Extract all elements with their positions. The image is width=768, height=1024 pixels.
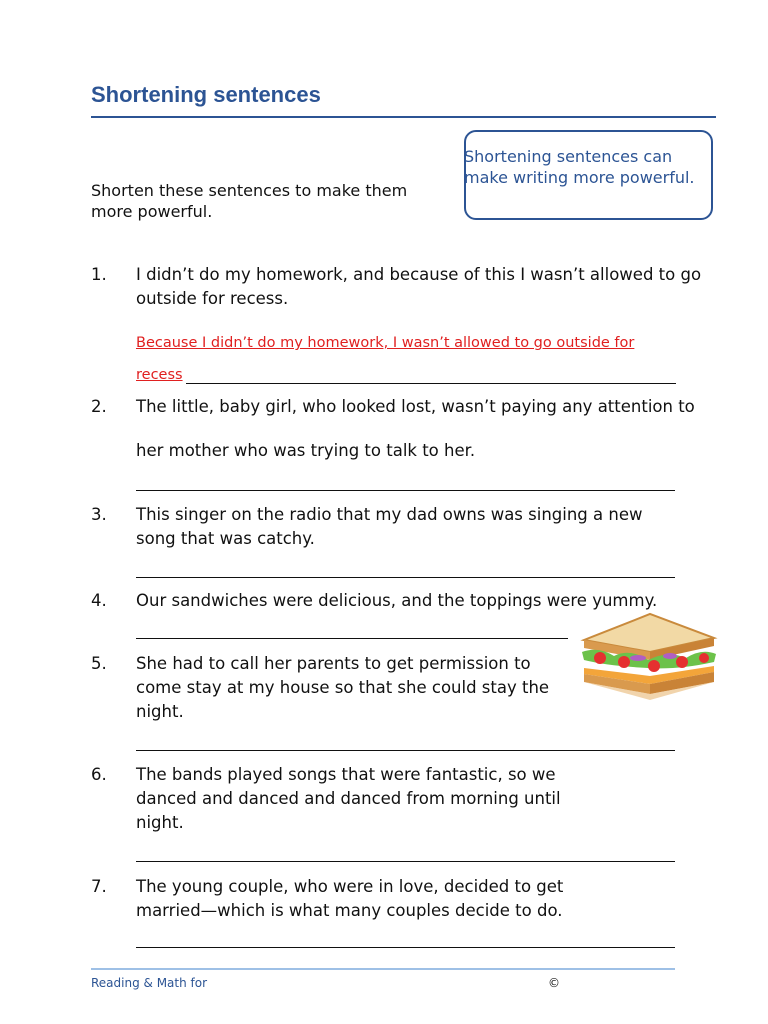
question-2-text-line2: her mother who was trying to talk to her.	[136, 441, 476, 460]
question-6-number: 6.	[91, 765, 107, 784]
answer-line-7[interactable]	[136, 947, 675, 948]
instructions: Shorten these sentences to make them more powerful.	[91, 181, 408, 221]
footer-copyright: ©	[548, 976, 560, 990]
footer-divider	[91, 968, 675, 970]
answer-line-6[interactable]	[136, 861, 675, 862]
question-6-text: The bands played songs that were fantastic, so we danced and danced and danced from morning until night.	[136, 765, 561, 832]
question-5-text: She had to call her parents to get permission to come stay at my house so that she could stay the night.	[136, 654, 550, 721]
answer-line-5[interactable]	[136, 750, 675, 751]
answer-line-4[interactable]	[136, 638, 568, 639]
page-title: Shortening sentences	[91, 82, 321, 107]
question-4-text: Our sandwiches were delicious, and the toppings were yummy.	[136, 591, 658, 610]
question-7-number: 7.	[91, 877, 107, 896]
answer-line-3[interactable]	[136, 577, 675, 578]
sandwich-icon	[578, 610, 718, 705]
answer-line-2[interactable]	[136, 490, 675, 491]
question-5-number: 5.	[91, 654, 107, 673]
question-1-answer-line1: Because I didn’t do my homework, I wasn’t allowed to go outside for	[136, 335, 635, 351]
question-4-number: 4.	[91, 591, 107, 610]
question-2-text: The little, baby girl, who looked lost, wasn’t paying any attention to	[136, 397, 695, 416]
callout-text: Shortening sentences can make writing more powerful.	[464, 147, 695, 187]
question-3-number: 3.	[91, 505, 107, 524]
question-7-text: The young couple, who were in love, decided to get married—which is what many couples decide to do.	[136, 877, 564, 920]
answer-line-1[interactable]	[186, 383, 676, 384]
question-3-text: This singer on the radio that my dad owns was singing a new song that was catchy.	[136, 505, 643, 548]
question-1-number: 1.	[91, 265, 107, 284]
title-divider	[91, 116, 716, 118]
question-1-text: I didn’t do my homework, and because of this I wasn’t allowed to go outside for recess.	[136, 265, 702, 308]
footer-left-text: Reading & Math for	[91, 976, 208, 990]
question-2-number: 2.	[91, 397, 107, 416]
question-1-answer-line2: recess	[136, 367, 183, 383]
